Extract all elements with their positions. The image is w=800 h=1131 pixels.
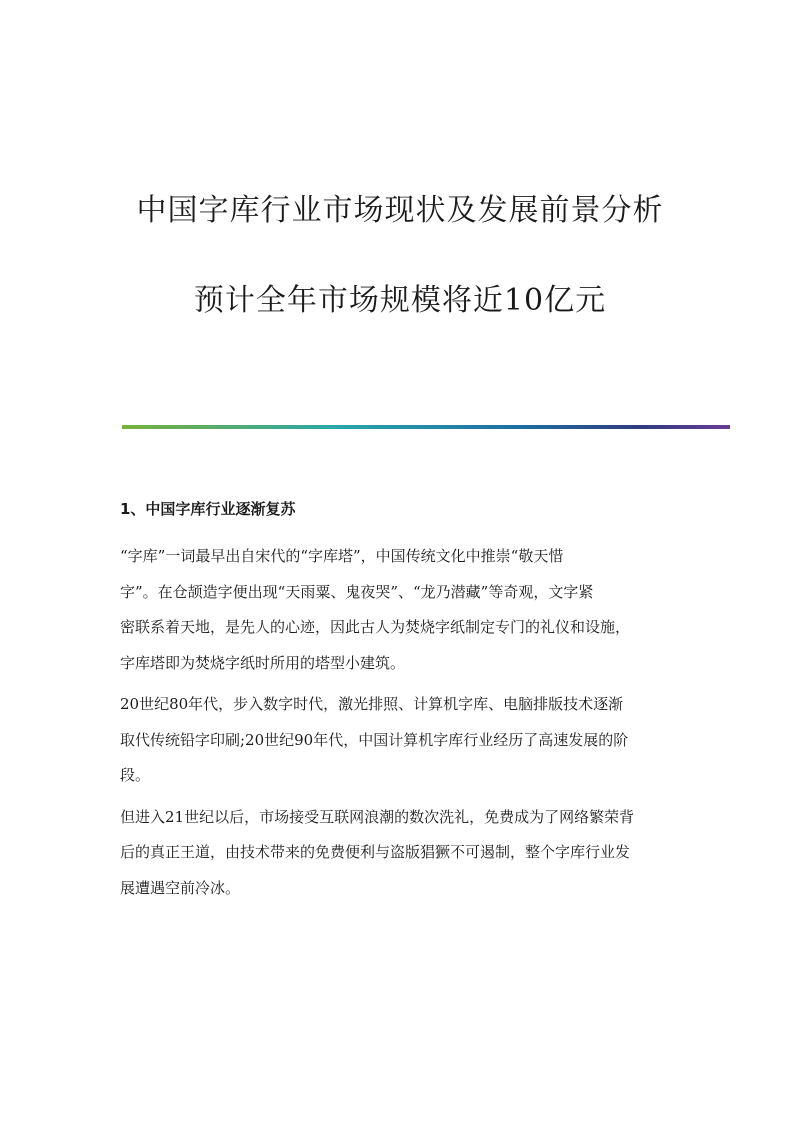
- document-subtitle: 预计全年市场规模将近10亿元: [193, 283, 607, 318]
- paragraph-line: 字”。在仓颉造字便出现“天雨粟、鬼夜哭”、“龙乃潜藏”等奇观，文字紧: [120, 582, 594, 601]
- paragraph-line: “字库”一词最早出自宋代的“字库塔”，中国传统文化中推崇“敬天惜: [120, 547, 564, 565]
- gradient-divider: [122, 425, 730, 429]
- paragraph-line: 段。: [120, 766, 151, 784]
- paragraph-line: 字库塔即为焚烧字纸时所用的塔型小建筑。: [120, 653, 406, 672]
- paragraph-line: 展遭遇空前冷冰。: [120, 878, 241, 897]
- section-heading: 1、中国字库行业逐渐复苏: [120, 500, 296, 518]
- title-block: [0, 186, 800, 326]
- paragraph-line: 取代传统铅字印刷;20世纪90年代，中国计算机字库行业经历了高速发展的阶: [120, 730, 629, 749]
- paragraph-1: [120, 539, 690, 681]
- paragraph-2: [120, 687, 690, 794]
- paragraph-3: [120, 800, 690, 907]
- paragraph-line: 密联系着天地，是先人的心迹，因此古人为焚烧字纸制定专门的礼仪和设施，: [120, 618, 631, 636]
- document-body: [120, 497, 690, 912]
- paragraph-line: 20世纪80年代，步入数字时代，激光排照、计算机字库、电脑排版技术逐渐: [120, 695, 624, 713]
- paragraph-line: 但进入21世纪以后，市场接受互联网浪潮的数次洗礼，免费成为了网络繁荣背: [120, 807, 635, 826]
- paragraph-line: 后的真正王道，由技术带来的免费便利与盗版猖獗不可遏制，整个字库行业发: [120, 843, 631, 861]
- document-title: 中国字库行业市场现状及发展前景分析: [136, 193, 664, 228]
